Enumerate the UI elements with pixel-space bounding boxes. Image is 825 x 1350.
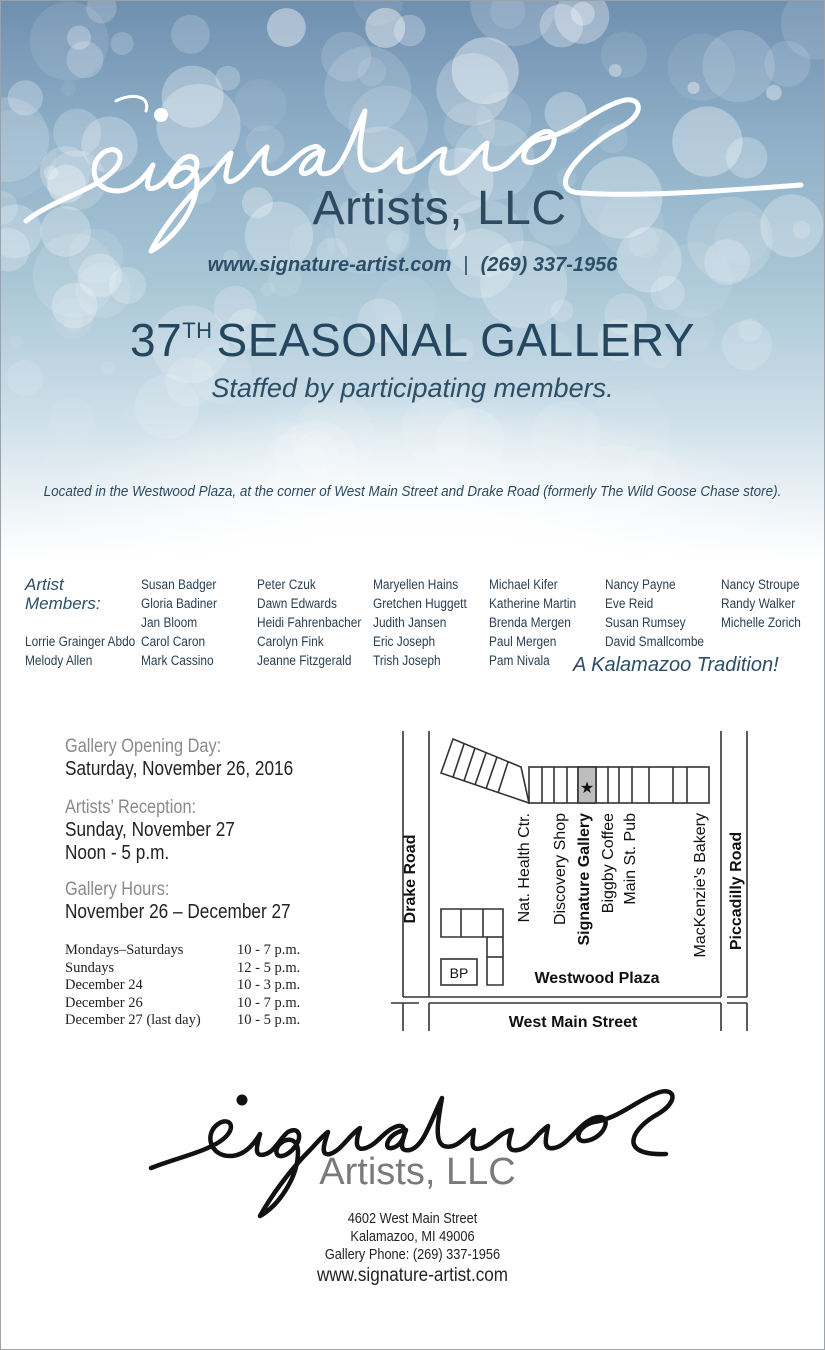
member-name: Gloria Badiner: [141, 596, 217, 611]
store-label-biggby-coffee: Biggby Coffee: [600, 813, 617, 914]
bokeh-light: [150, 464, 230, 544]
members-label: [25, 575, 101, 613]
schedule-day: December 26: [65, 994, 143, 1011]
member-name: Gretchen Huggett: [373, 596, 467, 611]
member-column: [141, 575, 217, 670]
schedule-time: 10 - 3 p.m.: [237, 977, 301, 993]
event-number: 37: [130, 314, 183, 366]
drake-road-label: Drake Road: [402, 834, 419, 924]
reception-label: Artists’ Reception:: [65, 797, 197, 818]
member-column: [721, 575, 801, 632]
bokeh-header-background: [1, 1, 824, 561]
member-name: Jan Bloom: [141, 615, 198, 630]
store-label-main-st-pub: Main St. Pub: [622, 813, 639, 905]
website-link[interactable]: www.signature-artist.com: [207, 254, 452, 276]
bokeh-light: [650, 276, 684, 310]
member-name: Brenda Mergen: [489, 615, 571, 630]
event-name: SEASONAL GALLERY: [216, 314, 695, 366]
bokeh-light: [171, 15, 210, 54]
member-name: Carol Caron: [141, 634, 206, 649]
schedule-row: [65, 977, 300, 995]
schedule-time: 10 - 7 p.m.: [237, 994, 301, 1011]
tagline: A Kalamazoo Tradition!: [573, 654, 779, 676]
company-name: Artists, LLC: [312, 182, 567, 235]
member-name: Heidi Fahrenbacher: [257, 615, 362, 630]
bokeh-light: [291, 396, 375, 480]
store-label-mackenzies-bakery: MacKenzie's Bakery: [692, 813, 709, 958]
event-subtitle: Staffed by participating members.: [211, 373, 614, 403]
footer-website-link[interactable]: www.signature-artist.com: [316, 1265, 508, 1286]
hours-schedule: [65, 942, 300, 1030]
schedule-day: December 27 (last day): [65, 1012, 201, 1028]
schedule-time: 10 - 5 p.m.: [237, 1012, 301, 1028]
street-address: 4602 West Main Street: [347, 1211, 478, 1227]
member-name: Mark Cassino: [141, 653, 214, 668]
member-name: Jeanne Fitzgerald: [257, 653, 352, 668]
member-name: Nancy Stroupe: [721, 577, 800, 592]
bokeh-light: [111, 32, 134, 55]
location-text: Located in the Westwood Plaza, at the corner of West Main Street and Drake Road (formerly The Wild Goose Chase store).: [43, 484, 782, 500]
phone-number: (269) 337-1956: [480, 254, 618, 276]
members-label-line2: Members:: [25, 594, 101, 613]
piccadilly-road-label: Piccadilly Road: [728, 831, 745, 951]
bokeh-light: [267, 8, 306, 47]
member-column: [25, 632, 135, 670]
member-name: Lorrie Grainger Abdo: [25, 634, 136, 649]
member-name: Susan Badger: [141, 577, 217, 592]
schedule-time: 10 - 7 p.m.: [237, 942, 301, 958]
opening-day-block: [65, 736, 293, 781]
member-name: Nancy Payne: [605, 577, 676, 592]
member-name: Randy Walker: [721, 596, 796, 611]
schedule-time: 12 - 5 p.m.: [237, 959, 301, 976]
location-map: [391, 731, 761, 1036]
west-main-street-label: West Main Street: [508, 1014, 638, 1031]
bokeh-light: [67, 26, 91, 50]
gallery-hours-label: Gallery Hours:: [65, 879, 170, 900]
reception-block: [65, 797, 235, 865]
member-name: Maryellen Hains: [373, 577, 459, 592]
contact-separator: |: [463, 254, 469, 276]
member-name: Susan Rumsey: [605, 615, 686, 630]
bokeh-light: [532, 401, 601, 470]
member-name: Judith Jansen: [373, 615, 447, 630]
member-name: Michelle Zorich: [721, 615, 801, 630]
member-column: [605, 575, 704, 651]
schedule-day: Sundays: [65, 959, 115, 976]
schedule-row: [65, 942, 300, 960]
store-label-discovery-shop: Discovery Shop: [552, 813, 569, 926]
member-name: Dawn Edwards: [257, 596, 337, 611]
westwood-plaza-label: Westwood Plaza: [534, 970, 660, 987]
store-label-nat-health: Nat. Health Ctr.: [516, 813, 533, 923]
member-name: Paul Mergen: [489, 634, 557, 649]
footer-company-name: Artists, LLC: [319, 1151, 516, 1193]
schedule-row: [65, 995, 300, 1013]
footer-address: [1, 1210, 824, 1264]
gallery-phone: Gallery Phone: (269) 337-1956: [324, 1247, 501, 1263]
bp-label: BP: [449, 965, 469, 981]
member-name: Carolyn Fink: [257, 634, 324, 649]
gallery-hours-value: November 26 – December 27: [65, 901, 291, 923]
member-name: Michael Kifer: [489, 577, 558, 592]
member-name: Eric Joseph: [373, 634, 436, 649]
member-name: David Smallcombe: [605, 634, 705, 649]
contact-line: [1, 254, 824, 277]
opening-day-value: Saturday, November 26, 2016: [65, 758, 294, 780]
reception-date: Sunday, November 27: [65, 819, 235, 841]
members-label-line1: Artist: [25, 575, 64, 594]
schedule-row: [65, 960, 300, 978]
bokeh-light: [609, 64, 622, 77]
member-column: [489, 575, 576, 670]
schedule-day: December 24: [65, 977, 143, 993]
schedule-row: [65, 1012, 300, 1030]
gallery-hours-block: [65, 879, 291, 924]
event-ordinal: TH: [182, 318, 213, 343]
bokeh-light: [601, 32, 647, 78]
member-name: Trish Joseph: [373, 653, 441, 668]
store-label-signature-gallery: Signature Gallery: [576, 813, 593, 946]
bokeh-light: [321, 32, 371, 82]
member-name: Peter Czuk: [257, 577, 316, 592]
city-state-zip: Kalamazoo, MI 49006: [350, 1229, 475, 1245]
bokeh-light: [394, 15, 426, 47]
bokeh-light: [436, 408, 505, 477]
member-column: [257, 575, 361, 670]
member-name: Pam Nivala: [489, 653, 550, 668]
reception-time: Noon - 5 p.m.: [65, 842, 170, 864]
member-name: Katherine Martin: [489, 596, 577, 611]
member-column: [373, 575, 467, 670]
event-title: [1, 313, 824, 367]
member-name: Eve Reid: [605, 596, 654, 611]
opening-day-label: Gallery Opening Day:: [65, 736, 222, 757]
schedule-day: Mondays–Saturdays: [65, 942, 184, 958]
member-name: Melody Allen: [25, 653, 93, 668]
star-icon: ★: [579, 778, 595, 797]
